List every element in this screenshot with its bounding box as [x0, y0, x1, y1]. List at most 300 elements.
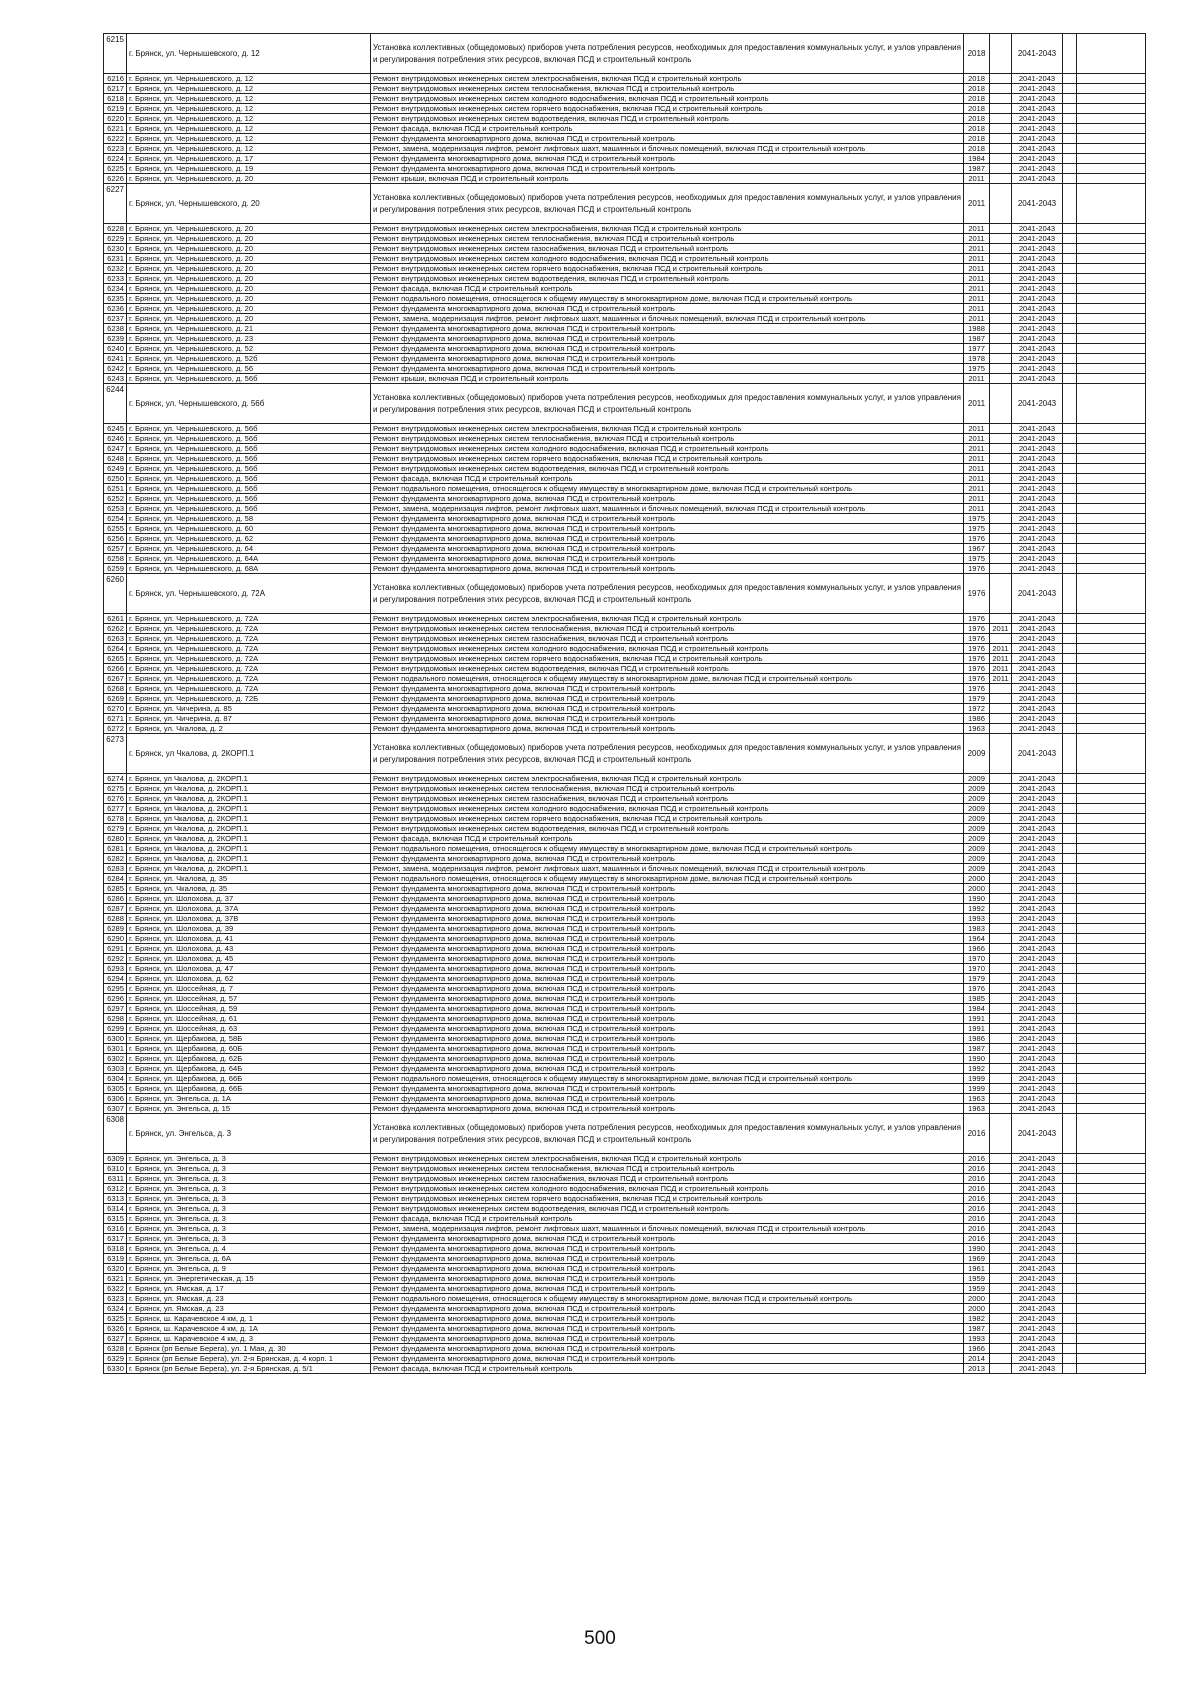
table-row	[104, 574, 1146, 614]
period-cell: 2041-2043	[1012, 314, 1063, 324]
work-description-cell: Ремонт фундамента многоквартирного дома, включая ПСД и строительный контроль	[371, 554, 964, 564]
blank-cell	[1063, 624, 1077, 634]
table-row	[104, 984, 1146, 994]
work-description-cell: Ремонт фасада, включая ПСД и строительный контроль	[371, 474, 964, 484]
address-cell: г. Брянск, ул. Чичерина, д. 87	[127, 714, 371, 724]
blank-cell	[1077, 1104, 1146, 1114]
row-number: 6257	[104, 544, 127, 554]
address-cell: г. Брянск, ул. Чернышевского, д. 20	[127, 314, 371, 324]
year-cell: 1963	[964, 1094, 990, 1104]
table-row	[104, 444, 1146, 454]
row-number: 6229	[104, 234, 127, 244]
work-description-cell: Ремонт внутридомовых инженерных систем водоотведения, включая ПСД и строительный контроль	[371, 464, 964, 474]
row-number: 6247	[104, 444, 127, 454]
year-cell: 1966	[964, 1344, 990, 1354]
year-cell: 1975	[964, 524, 990, 534]
work-description-cell: Ремонт фундамента многоквартирного дома, включая ПСД и строительный контроль	[371, 1084, 964, 1094]
blank-cell	[1077, 934, 1146, 944]
year-cell: 1987	[964, 1044, 990, 1054]
period-cell: 2041-2043	[1012, 644, 1063, 654]
secondary-year-cell	[990, 974, 1012, 984]
address-cell: г. Брянск, ул Чкалова, д. 2КОРП.1	[127, 824, 371, 834]
row-number: 6218	[104, 94, 127, 104]
work-description-cell: Ремонт фундамента многоквартирного дома, включая ПСД и строительный контроль	[371, 1234, 964, 1244]
row-number: 6255	[104, 524, 127, 534]
blank-cell	[1077, 634, 1146, 644]
table-row	[104, 1034, 1146, 1044]
blank-cell	[1063, 1184, 1077, 1194]
table-row	[104, 904, 1146, 914]
row-number: 6243	[104, 374, 127, 384]
row-number: 6296	[104, 994, 127, 1004]
address-cell: г. Брянск, ул. Чичерина, д. 85	[127, 704, 371, 714]
table-row	[104, 154, 1146, 164]
table-row	[104, 544, 1146, 554]
year-cell: 2018	[964, 124, 990, 134]
secondary-year-cell	[990, 1064, 1012, 1074]
year-cell: 1977	[964, 344, 990, 354]
blank-cell	[1063, 1264, 1077, 1274]
blank-cell	[1077, 674, 1146, 684]
table-row	[104, 734, 1146, 774]
blank-cell	[1063, 304, 1077, 314]
address-cell: г. Брянск, ул. Чернышевского, д. 72А	[127, 624, 371, 634]
work-description-cell: Ремонт фундамента многоквартирного дома, включая ПСД и строительный контроль	[371, 1354, 964, 1364]
period-cell: 2041-2043	[1012, 934, 1063, 944]
secondary-year-cell: 2011	[990, 654, 1012, 664]
row-number: 6273	[104, 734, 127, 774]
work-description-cell: Ремонт, замена, модернизация лифтов, ремонт лифтовых шахт, машинных и блочных помещений, включая ПСД и строительный контроль	[371, 144, 964, 154]
secondary-year-cell	[990, 304, 1012, 314]
blank-cell	[1063, 84, 1077, 94]
work-description-cell: Ремонт фундамента многоквартирного дома, включая ПСД и строительный контроль	[371, 964, 964, 974]
work-description-cell: Ремонт фундамента многоквартирного дома, включая ПСД и строительный контроль	[371, 1344, 964, 1354]
address-cell: г. Брянск, ул. Чернышевского, д. 56б	[127, 464, 371, 474]
secondary-year-cell	[990, 444, 1012, 454]
year-cell: 2011	[964, 264, 990, 274]
blank-cell	[1063, 1234, 1077, 1244]
blank-cell	[1077, 114, 1146, 124]
row-number: 6301	[104, 1044, 127, 1054]
secondary-year-cell	[990, 1214, 1012, 1224]
blank-cell	[1077, 734, 1146, 774]
address-cell: г. Брянск, ул. Чернышевского, д. 64	[127, 544, 371, 554]
period-cell: 2041-2043	[1012, 344, 1063, 354]
blank-cell	[1077, 304, 1146, 314]
period-cell: 2041-2043	[1012, 1244, 1063, 1254]
blank-cell	[1077, 554, 1146, 564]
work-description-cell: Ремонт фундамента многоквартирного дома, включая ПСД и строительный контроль	[371, 724, 964, 734]
blank-cell	[1077, 1344, 1146, 1354]
secondary-year-cell	[990, 114, 1012, 124]
work-description-cell: Ремонт внутридомовых инженерных систем теплоснабжения, включая ПСД и строительный контроль	[371, 234, 964, 244]
year-cell: 2016	[964, 1184, 990, 1194]
blank-cell	[1077, 794, 1146, 804]
period-cell: 2041-2043	[1012, 924, 1063, 934]
work-description-cell: Ремонт, замена, модернизация лифтов, ремонт лифтовых шахт, машинных и блочных помещений, включая ПСД и строительный контроль	[371, 864, 964, 874]
address-cell: г. Брянск, ул. Чернышевского, д. 56б	[127, 474, 371, 484]
blank-cell	[1077, 914, 1146, 924]
period-cell: 2041-2043	[1012, 334, 1063, 344]
table-row	[104, 304, 1146, 314]
table-row	[104, 1104, 1146, 1114]
blank-cell	[1077, 454, 1146, 464]
year-cell: 2018	[964, 94, 990, 104]
row-number: 6260	[104, 574, 127, 614]
row-number: 6277	[104, 804, 127, 814]
secondary-year-cell	[990, 294, 1012, 304]
blank-cell	[1063, 144, 1077, 154]
secondary-year-cell	[990, 1294, 1012, 1304]
address-cell: г. Брянск, ш. Карачевское 4 км, д. 1	[127, 1314, 371, 1324]
blank-cell	[1063, 1004, 1077, 1014]
row-number: 6320	[104, 1264, 127, 1274]
row-number: 6321	[104, 1274, 127, 1284]
row-number: 6297	[104, 1004, 127, 1014]
secondary-year-cell	[990, 534, 1012, 544]
blank-cell	[1063, 1274, 1077, 1284]
secondary-year-cell	[990, 474, 1012, 484]
year-cell: 2000	[964, 1304, 990, 1314]
blank-cell	[1063, 164, 1077, 174]
period-cell: 2041-2043	[1012, 1104, 1063, 1114]
secondary-year-cell	[990, 374, 1012, 384]
year-cell: 1975	[964, 554, 990, 564]
blank-cell	[1063, 354, 1077, 364]
row-number: 6238	[104, 324, 127, 334]
address-cell: г. Брянск, ул. Чернышевского, д. 12	[127, 74, 371, 84]
secondary-year-cell	[990, 704, 1012, 714]
blank-cell	[1077, 974, 1146, 984]
blank-cell	[1063, 804, 1077, 814]
address-cell: г. Брянск, ул Чкалова, д. 2КОРП.1	[127, 834, 371, 844]
secondary-year-cell	[990, 574, 1012, 614]
period-cell: 2041-2043	[1012, 734, 1063, 774]
blank-cell	[1063, 1114, 1077, 1154]
table-row	[104, 694, 1146, 704]
year-cell: 1986	[964, 714, 990, 724]
secondary-year-cell	[990, 864, 1012, 874]
address-cell: г. Брянск, ш. Карачевское 4 км, д. 1А	[127, 1324, 371, 1334]
table-row	[104, 1174, 1146, 1184]
secondary-year-cell	[990, 1054, 1012, 1064]
table-row	[104, 234, 1146, 244]
year-cell: 2009	[964, 844, 990, 854]
blank-cell	[1063, 934, 1077, 944]
secondary-year-cell	[990, 954, 1012, 964]
blank-cell	[1063, 894, 1077, 904]
secondary-year-cell	[990, 844, 1012, 854]
secondary-year-cell	[990, 1224, 1012, 1234]
work-description-cell: Ремонт фундамента многоквартирного дома, включая ПСД и строительный контроль	[371, 954, 964, 964]
year-cell: 1976	[964, 614, 990, 624]
work-description-cell: Ремонт фундамента многоквартирного дома, включая ПСД и строительный контроль	[371, 914, 964, 924]
secondary-year-cell	[990, 1074, 1012, 1084]
work-description-cell: Ремонт, замена, модернизация лифтов, ремонт лифтовых шахт, машинных и блочных помещений, включая ПСД и строительный контроль	[371, 1224, 964, 1234]
row-number: 6317	[104, 1234, 127, 1244]
row-number: 6250	[104, 474, 127, 484]
blank-cell	[1063, 264, 1077, 274]
blank-cell	[1077, 964, 1146, 974]
period-cell: 2041-2043	[1012, 814, 1063, 824]
blank-cell	[1077, 1174, 1146, 1184]
secondary-year-cell	[990, 144, 1012, 154]
blank-cell	[1077, 1284, 1146, 1294]
table-row	[104, 1294, 1146, 1304]
row-number: 6251	[104, 484, 127, 494]
work-description-cell: Ремонт внутридомовых инженерных систем водоотведения, включая ПСД и строительный контроль	[371, 1204, 964, 1214]
row-number: 6227	[104, 184, 127, 224]
work-description-cell: Ремонт внутридомовых инженерных систем газоснабжения, включая ПСД и строительный контроль	[371, 244, 964, 254]
blank-cell	[1063, 454, 1077, 464]
blank-cell	[1063, 714, 1077, 724]
period-cell: 2041-2043	[1012, 534, 1063, 544]
blank-cell	[1077, 514, 1146, 524]
table-row	[104, 454, 1146, 464]
blank-cell	[1077, 434, 1146, 444]
blank-cell	[1077, 1194, 1146, 1204]
table-row	[104, 1184, 1146, 1194]
table-row	[104, 474, 1146, 484]
blank-cell	[1063, 1094, 1077, 1104]
row-number: 6263	[104, 634, 127, 644]
blank-cell	[1077, 784, 1146, 794]
table-row	[104, 134, 1146, 144]
row-number: 6278	[104, 814, 127, 824]
period-cell: 2041-2043	[1012, 144, 1063, 154]
period-cell: 2041-2043	[1012, 254, 1063, 264]
work-description-cell: Ремонт фундамента многоквартирного дома, включая ПСД и строительный контроль	[371, 884, 964, 894]
year-cell: 1976	[964, 984, 990, 994]
row-number: 6323	[104, 1294, 127, 1304]
table-row	[104, 384, 1146, 424]
blank-cell	[1077, 1314, 1146, 1324]
address-cell: г. Брянск, ул. Шолохова, д. 37В	[127, 914, 371, 924]
table-row	[104, 504, 1146, 514]
work-description-cell: Ремонт внутридомовых инженерных систем газоснабжения, включая ПСД и строительный контроль	[371, 1174, 964, 1184]
blank-cell	[1063, 1364, 1077, 1374]
year-cell: 1963	[964, 724, 990, 734]
work-description-cell: Ремонт подвального помещения, относящегося к общему имуществу в многоквартирном доме, включая ПСД и строительный контроль	[371, 484, 964, 494]
year-cell: 2009	[964, 854, 990, 864]
work-description-cell: Установка коллективных (общедомовых) приборов учета потребления ресурсов, необходимых для предоставления коммунальных услуг, и узлов управления и регулирования потребления этих ресурсов, включая ПСД и строительный контроль	[371, 34, 964, 74]
blank-cell	[1063, 914, 1077, 924]
address-cell: г. Брянск (рп Белые Берега), ул. 2-я Брянская, д. 4 корп. 1	[127, 1354, 371, 1364]
blank-cell	[1077, 1264, 1146, 1274]
blank-cell	[1063, 1294, 1077, 1304]
period-cell: 2041-2043	[1012, 1154, 1063, 1164]
address-cell: г. Брянск, ул Чкалова, д. 2КОРП.1	[127, 864, 371, 874]
row-number: 6268	[104, 684, 127, 694]
work-description-cell: Ремонт фундамента многоквартирного дома, включая ПСД и строительный контроль	[371, 534, 964, 544]
year-cell: 2011	[964, 284, 990, 294]
address-cell: г. Брянск, ул. Чернышевского, д. 12	[127, 34, 371, 74]
work-description-cell: Ремонт фундамента многоквартирного дома, включая ПСД и строительный контроль	[371, 894, 964, 904]
blank-cell	[1077, 364, 1146, 374]
secondary-year-cell	[990, 634, 1012, 644]
table-row	[104, 994, 1146, 1004]
address-cell: г. Брянск, ул. Чернышевского, д. 17	[127, 154, 371, 164]
table-row	[104, 84, 1146, 94]
year-cell: 2009	[964, 804, 990, 814]
address-cell: г. Брянск, ул. Чернышевского, д. 20	[127, 174, 371, 184]
row-number: 6269	[104, 694, 127, 704]
blank-cell	[1077, 1014, 1146, 1024]
work-description-cell: Ремонт фундамента многоквартирного дома, включая ПСД и строительный контроль	[371, 934, 964, 944]
address-cell: г. Брянск, ул. Шоссейная, д. 7	[127, 984, 371, 994]
row-number: 6305	[104, 1084, 127, 1094]
blank-cell	[1077, 264, 1146, 274]
address-cell: г. Брянск, ул. Чернышевского, д. 12	[127, 144, 371, 154]
table-row	[104, 804, 1146, 814]
period-cell: 2041-2043	[1012, 284, 1063, 294]
address-cell: г. Брянск, ул. Энгельса, д. 3	[127, 1164, 371, 1174]
period-cell: 2041-2043	[1012, 634, 1063, 644]
work-description-cell: Ремонт внутридомовых инженерных систем водоотведения, включая ПСД и строительный контроль	[371, 824, 964, 834]
blank-cell	[1077, 284, 1146, 294]
row-number: 6287	[104, 904, 127, 914]
blank-cell	[1077, 244, 1146, 254]
work-description-cell: Ремонт внутридомовых инженерных систем холодного водоснабжения, включая ПСД и строительный контроль	[371, 1184, 964, 1194]
secondary-year-cell	[990, 1344, 1012, 1354]
address-cell: г. Брянск, ул. Чернышевского, д. 58	[127, 514, 371, 524]
year-cell: 1970	[964, 964, 990, 974]
secondary-year-cell	[990, 354, 1012, 364]
secondary-year-cell	[990, 794, 1012, 804]
address-cell: г. Брянск, ул. Щербакова, д. 66Б	[127, 1074, 371, 1084]
secondary-year-cell	[990, 774, 1012, 784]
work-description-cell: Ремонт фундамента многоквартирного дома, включая ПСД и строительный контроль	[371, 1014, 964, 1024]
year-cell: 2018	[964, 84, 990, 94]
blank-cell	[1077, 354, 1146, 364]
blank-cell	[1077, 254, 1146, 264]
row-number: 6313	[104, 1194, 127, 1204]
period-cell: 2041-2043	[1012, 484, 1063, 494]
row-number: 6276	[104, 794, 127, 804]
period-cell: 2041-2043	[1012, 574, 1063, 614]
blank-cell	[1077, 1054, 1146, 1064]
row-number: 6253	[104, 504, 127, 514]
row-number: 6216	[104, 74, 127, 84]
year-cell: 2009	[964, 864, 990, 874]
year-cell: 2016	[964, 1194, 990, 1204]
blank-cell	[1063, 254, 1077, 264]
year-cell: 1984	[964, 1004, 990, 1014]
blank-cell	[1063, 634, 1077, 644]
row-number: 6324	[104, 1304, 127, 1314]
address-cell: г. Брянск, ул Чкалова, д. 2КОРП.1	[127, 854, 371, 864]
table-row	[104, 1194, 1146, 1204]
year-cell: 2011	[964, 294, 990, 304]
blank-cell	[1063, 944, 1077, 954]
work-description-cell: Ремонт внутридомовых инженерных систем горячего водоснабжения, включая ПСД и строительный контроль	[371, 104, 964, 114]
blank-cell	[1077, 124, 1146, 134]
work-description-cell: Ремонт фундамента многоквартирного дома, включая ПСД и строительный контроль	[371, 854, 964, 864]
secondary-year-cell	[990, 74, 1012, 84]
period-cell: 2041-2043	[1012, 684, 1063, 694]
work-description-cell: Ремонт фундамента многоквартирного дома, включая ПСД и строительный контроль	[371, 1064, 964, 1074]
blank-cell	[1063, 554, 1077, 564]
table-row	[104, 854, 1146, 864]
secondary-year-cell	[990, 274, 1012, 284]
address-cell: г. Брянск, ул. Чернышевского, д. 20	[127, 254, 371, 264]
table-row	[104, 664, 1146, 674]
period-cell: 2041-2043	[1012, 464, 1063, 474]
period-cell: 2041-2043	[1012, 1024, 1063, 1034]
blank-cell	[1063, 1034, 1077, 1044]
table-row	[104, 354, 1146, 364]
work-description-cell: Ремонт фундамента многоквартирного дома, включая ПСД и строительный контроль	[371, 154, 964, 164]
table-row	[104, 224, 1146, 234]
address-cell: г. Брянск, ул. Чернышевского, д. 12	[127, 114, 371, 124]
row-number: 6314	[104, 1204, 127, 1214]
period-cell: 2041-2043	[1012, 964, 1063, 974]
secondary-year-cell	[990, 1304, 1012, 1314]
period-cell: 2041-2043	[1012, 1324, 1063, 1334]
row-number: 6220	[104, 114, 127, 124]
secondary-year-cell	[990, 104, 1012, 114]
period-cell: 2041-2043	[1012, 104, 1063, 114]
work-description-cell: Ремонт фундамента многоквартирного дома, включая ПСД и строительный контроль	[371, 1044, 964, 1054]
year-cell: 1991	[964, 1014, 990, 1024]
period-cell: 2041-2043	[1012, 1224, 1063, 1234]
row-number: 6222	[104, 134, 127, 144]
year-cell: 1970	[964, 954, 990, 964]
address-cell: г. Брянск, ул. Шолохова, д. 45	[127, 954, 371, 964]
work-description-cell: Ремонт фундамента многоквартирного дома, включая ПСД и строительный контроль	[371, 924, 964, 934]
year-cell: 1976	[964, 644, 990, 654]
period-cell: 2041-2043	[1012, 1204, 1063, 1214]
row-number: 6248	[104, 454, 127, 464]
secondary-year-cell	[990, 1084, 1012, 1094]
period-cell: 2041-2043	[1012, 954, 1063, 964]
secondary-year-cell	[990, 1174, 1012, 1184]
table-row	[104, 1204, 1146, 1214]
secondary-year-cell	[990, 984, 1012, 994]
period-cell: 2041-2043	[1012, 514, 1063, 524]
blank-cell	[1077, 224, 1146, 234]
blank-cell	[1077, 644, 1146, 654]
period-cell: 2041-2043	[1012, 994, 1063, 1004]
work-description-cell: Ремонт фундамента многоквартирного дома, включая ПСД и строительный контроль	[371, 1334, 964, 1344]
year-cell: 2011	[964, 434, 990, 444]
period-cell: 2041-2043	[1012, 854, 1063, 864]
period-cell: 2041-2043	[1012, 694, 1063, 704]
row-number: 6312	[104, 1184, 127, 1194]
year-cell: 2009	[964, 734, 990, 774]
blank-cell	[1077, 144, 1146, 154]
year-cell: 2018	[964, 134, 990, 144]
table-row	[104, 954, 1146, 964]
blank-cell	[1077, 714, 1146, 724]
secondary-year-cell	[990, 284, 1012, 294]
work-description-cell: Ремонт фундамента многоквартирного дома, включая ПСД и строительный контроль	[371, 974, 964, 984]
work-description-cell: Ремонт подвального помещения, относящегося к общему имуществу в многоквартирном доме, включая ПСД и строительный контроль	[371, 294, 964, 304]
secondary-year-cell	[990, 894, 1012, 904]
table-row	[104, 1274, 1146, 1284]
address-cell: г. Брянск, ул. Чернышевского, д. 56б	[127, 424, 371, 434]
address-cell: г. Брянск, ул. Чернышевского, д. 20	[127, 294, 371, 304]
blank-cell	[1077, 724, 1146, 734]
blank-cell	[1063, 494, 1077, 504]
table-row	[104, 324, 1146, 334]
blank-cell	[1077, 544, 1146, 554]
row-number: 6275	[104, 784, 127, 794]
blank-cell	[1063, 1314, 1077, 1324]
address-cell: г. Брянск, ул. Шолохова, д. 37	[127, 894, 371, 904]
table-row	[104, 264, 1146, 274]
year-cell: 1986	[964, 1034, 990, 1044]
